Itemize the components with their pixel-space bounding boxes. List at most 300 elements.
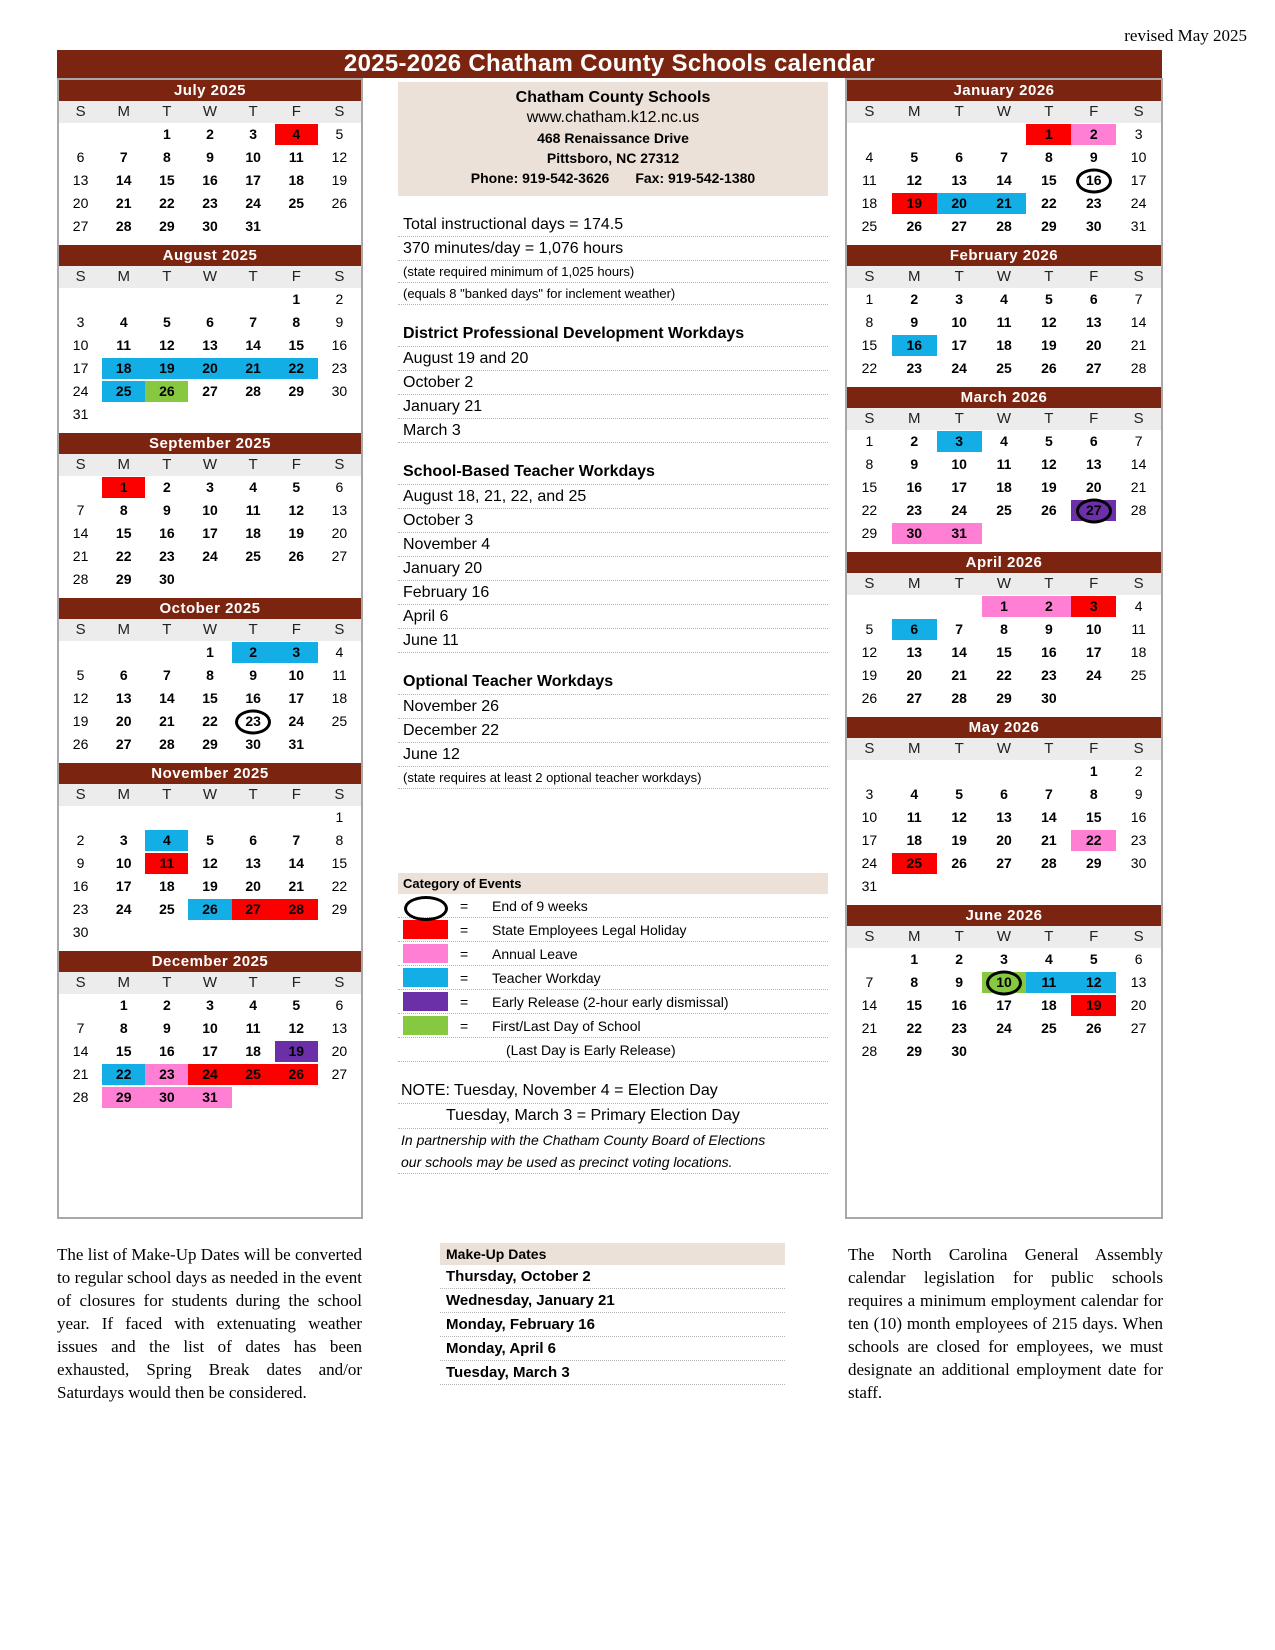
day-cell-8 (847, 453, 892, 476)
day-cell-empty (982, 1040, 1027, 1063)
day-cell-10 (937, 311, 982, 334)
day-cell-30 (232, 733, 275, 756)
week-row (847, 453, 1161, 476)
day-number: 26 (288, 1066, 305, 1082)
day-cell-28 (102, 215, 145, 238)
day-number: 15 (996, 644, 1012, 660)
day-cell-31 (188, 1086, 231, 1109)
day-cell-12 (59, 687, 102, 710)
month-spacer (847, 1063, 1161, 1070)
day-cell-16 (318, 334, 361, 357)
makeup-date-item: Monday, April 6 (440, 1337, 785, 1361)
color-swatch-blue (403, 968, 448, 987)
day-of-week-header (59, 784, 361, 806)
day-cell-14 (847, 994, 892, 1017)
day-number: 13 (996, 809, 1012, 825)
day-number: 23 (906, 360, 923, 376)
day-cell-14 (937, 641, 982, 664)
day-cell-empty (275, 921, 318, 944)
day-number: 30 (1041, 690, 1057, 706)
week-row (847, 852, 1161, 875)
day-cell-19 (275, 522, 318, 545)
month-july-2025 (59, 80, 361, 245)
dow-0: S (75, 456, 86, 473)
week-row (847, 829, 1161, 852)
day-number: 3 (249, 126, 258, 142)
week-row (847, 430, 1161, 453)
day-cell-23 (1026, 664, 1071, 687)
day-cell-23 (188, 192, 231, 215)
day-number: 2 (910, 433, 919, 449)
day-cell-18 (1026, 994, 1071, 1017)
day-number: 4 (249, 479, 258, 495)
day-number: 12 (331, 149, 348, 165)
dow-0: S (75, 268, 86, 285)
month-february-2026 (847, 245, 1161, 387)
day-cell-6 (318, 994, 361, 1017)
day-cell-empty (318, 215, 361, 238)
dow-5: F (291, 456, 301, 473)
day-number: 24 (288, 713, 305, 729)
day-cell-9 (1026, 618, 1071, 641)
day-cell-8 (275, 311, 318, 334)
day-cell-24 (937, 499, 982, 522)
day-number: 25 (861, 218, 878, 234)
week-row (59, 169, 361, 192)
day-cell-4 (982, 288, 1027, 311)
day-number: 11 (906, 809, 922, 825)
week-row (847, 783, 1161, 806)
day-cell-17 (275, 687, 318, 710)
day-cell-30 (145, 1086, 188, 1109)
dow-2: T (954, 410, 964, 427)
month-spacer (59, 238, 361, 245)
day-cell-6 (232, 829, 275, 852)
day-number: 9 (955, 974, 964, 990)
month-spacer (59, 1109, 361, 1116)
day-cell-22 (1026, 192, 1071, 215)
week-row (59, 499, 361, 522)
day-number: 30 (72, 924, 89, 940)
day-number: 6 (119, 667, 128, 683)
day-number: 4 (910, 786, 919, 802)
dow-3: W (202, 974, 218, 991)
month-title: September 2025 (59, 433, 361, 454)
day-number: 20 (245, 878, 261, 894)
dow-3: W (996, 103, 1012, 120)
day-number: 17 (202, 1043, 218, 1059)
day-number: 23 (906, 502, 923, 518)
week-row (59, 829, 361, 852)
day-number: 12 (288, 1020, 305, 1036)
district-website[interactable]: www.chatham.k12.nc.us (526, 109, 700, 126)
day-number: 6 (1089, 433, 1098, 449)
school-based-item: November 4 (398, 533, 828, 557)
month-spacer (59, 944, 361, 951)
optional-workdays-heading: Optional Teacher Workdays (398, 670, 828, 695)
color-swatch-red (403, 920, 448, 939)
day-number: 29 (1041, 218, 1057, 234)
month-title: April 2026 (847, 552, 1161, 573)
day-number: 29 (115, 1089, 132, 1105)
day-cell-empty (102, 288, 145, 311)
day-number: 3 (1000, 951, 1008, 967)
day-cell-2 (59, 829, 102, 852)
week-row (847, 1017, 1161, 1040)
day-cell-3 (982, 948, 1027, 971)
day-cell-1 (102, 476, 145, 499)
day-cell-empty (188, 568, 231, 591)
day-number: 2 (955, 951, 964, 967)
day-number: 5 (1044, 433, 1053, 449)
day-cell-13 (1071, 453, 1116, 476)
day-number: 29 (331, 901, 348, 917)
day-number: 8 (1044, 149, 1053, 165)
day-cell-23 (59, 898, 102, 921)
day-number: 13 (245, 855, 261, 871)
week-row (59, 875, 361, 898)
day-cell-empty (59, 476, 102, 499)
stat-minutes-per-day: 370 minutes/day = 1,076 hours (398, 237, 828, 261)
week-row (847, 311, 1161, 334)
day-number: 25 (159, 901, 175, 917)
day-number: 6 (335, 997, 344, 1013)
week-row (59, 687, 361, 710)
day-cell-21 (145, 710, 188, 733)
day-number: 9 (162, 502, 171, 518)
note-partnership-line2: our schools may be used as precinct voting locations. (398, 1151, 828, 1174)
day-cell-16 (937, 994, 982, 1017)
day-cell-14 (982, 169, 1027, 192)
day-number: 7 (1134, 433, 1143, 449)
day-cell-24 (982, 1017, 1027, 1040)
day-cell-8 (145, 146, 188, 169)
day-number: 23 (1085, 195, 1102, 211)
dow-3: W (202, 786, 218, 803)
day-number: 12 (202, 855, 218, 871)
day-cell-empty (232, 1086, 275, 1109)
day-cell-25 (982, 499, 1027, 522)
day-cell-empty (982, 522, 1027, 545)
optional-workdays-footnote: (state requires at least 2 optional teacher workdays) (398, 767, 828, 789)
day-cell-2 (318, 288, 361, 311)
day-number: 2 (335, 291, 344, 307)
day-cell-2 (188, 123, 231, 146)
day-number: 8 (865, 314, 874, 330)
day-cell-21 (59, 1063, 102, 1086)
day-number: 16 (906, 479, 923, 495)
day-number: 12 (159, 337, 175, 353)
day-number: 4 (865, 149, 874, 165)
day-number: 2 (162, 479, 171, 495)
dow-0: S (864, 740, 875, 757)
day-cell-18 (982, 334, 1027, 357)
week-row (847, 357, 1161, 380)
dow-5: F (1089, 928, 1099, 945)
month-spacer (847, 380, 1161, 387)
day-cell-15 (102, 522, 145, 545)
day-number: 13 (1085, 314, 1102, 330)
day-cell-10 (847, 806, 892, 829)
day-cell-29 (892, 1040, 937, 1063)
day-cell-25 (892, 852, 937, 875)
day-number: 24 (115, 901, 132, 917)
month-may-2026 (847, 717, 1161, 905)
spacer (398, 305, 828, 322)
day-cell-5 (892, 146, 937, 169)
day-number: 25 (331, 713, 348, 729)
school-based-item: April 6 (398, 605, 828, 629)
legend-title: Category of Events (398, 873, 828, 894)
day-cell-23 (892, 499, 937, 522)
week-row (59, 123, 361, 146)
dow-4: T (248, 786, 258, 803)
day-highlight-green (982, 972, 1027, 993)
day-number: 28 (996, 218, 1012, 234)
day-cell-18 (275, 169, 318, 192)
day-cell-7 (1116, 430, 1161, 453)
dow-1: M (117, 621, 130, 638)
day-cell-22 (275, 357, 318, 380)
day-number: 29 (996, 690, 1012, 706)
day-number: 13 (72, 172, 89, 188)
day-number: 4 (1134, 598, 1143, 614)
day-number: 13 (906, 644, 923, 660)
day-cell-24 (937, 357, 982, 380)
day-number: 25 (115, 383, 132, 399)
month-title: June 2026 (847, 905, 1161, 926)
day-cell-14 (1026, 806, 1071, 829)
day-cell-25 (275, 192, 318, 215)
week-row (847, 1040, 1161, 1063)
day-cell-10 (102, 852, 145, 875)
day-cell-7 (232, 311, 275, 334)
day-cell-21 (102, 192, 145, 215)
day-cell-19 (318, 169, 361, 192)
day-number: 26 (288, 548, 305, 564)
day-number: 10 (861, 809, 878, 825)
stat-state-minimum: (state required minimum of 1,025 hours) (398, 261, 828, 283)
day-number: 8 (1089, 786, 1098, 802)
month-spacer (847, 710, 1161, 717)
day-cell-30 (145, 568, 188, 591)
day-number: 12 (288, 502, 305, 518)
day-cell-empty (232, 403, 275, 426)
dow-5: F (1089, 103, 1099, 120)
day-cell-9 (892, 311, 937, 334)
dow-2: T (162, 103, 172, 120)
day-number: 18 (288, 172, 305, 188)
dow-6: S (334, 268, 345, 285)
day-cell-empty (275, 403, 318, 426)
day-cell-4 (892, 783, 937, 806)
day-number: 7 (162, 667, 171, 683)
day-cell-empty (937, 595, 982, 618)
day-number: 1 (865, 291, 874, 307)
day-cell-18 (145, 875, 188, 898)
day-number: 11 (245, 502, 261, 518)
day-cell-22 (318, 875, 361, 898)
day-cell-empty (892, 760, 937, 783)
day-cell-26 (892, 215, 937, 238)
day-cell-25 (102, 380, 145, 403)
day-number: 12 (1041, 456, 1057, 472)
day-number: 26 (1041, 360, 1057, 376)
day-number: 25 (288, 195, 305, 211)
day-cell-11 (145, 852, 188, 875)
center-column (398, 82, 828, 1174)
makeup-dates-box (440, 1243, 785, 1385)
day-cell-27 (188, 380, 231, 403)
day-cell-5 (318, 123, 361, 146)
day-number: 17 (996, 997, 1012, 1013)
day-cell-28 (59, 568, 102, 591)
district-name: Chatham County Schools (515, 89, 711, 106)
day-number: 23 (1130, 832, 1147, 848)
day-cell-23 (232, 710, 275, 733)
day-cell-9 (145, 1017, 188, 1040)
day-number: 27 (331, 1066, 348, 1082)
day-cell-empty (937, 123, 982, 146)
day-cell-28 (937, 687, 982, 710)
day-cell-3 (847, 783, 892, 806)
day-number: 14 (288, 855, 305, 871)
day-number: 19 (951, 832, 967, 848)
dow-6: S (1133, 103, 1144, 120)
dow-5: F (1089, 410, 1099, 427)
day-number: 19 (906, 195, 923, 211)
day-cell-7 (59, 1017, 102, 1040)
day-cell-empty (102, 403, 145, 426)
day-number: 23 (331, 360, 348, 376)
day-number: 17 (72, 360, 89, 376)
dow-1: M (117, 974, 130, 991)
day-cell-4 (982, 430, 1027, 453)
day-number: 20 (202, 360, 218, 376)
week-row (59, 146, 361, 169)
day-cell-26 (59, 733, 102, 756)
day-number: 28 (245, 383, 261, 399)
day-cell-28 (847, 1040, 892, 1063)
day-number: 22 (906, 1020, 923, 1036)
day-cell-1 (847, 288, 892, 311)
legend-row-legal-holiday (398, 918, 828, 942)
week-row (847, 522, 1161, 545)
day-cell-5 (275, 476, 318, 499)
day-number: 16 (1130, 809, 1147, 825)
day-number: 11 (1131, 621, 1146, 637)
day-cell-empty (59, 994, 102, 1017)
day-number: 20 (115, 713, 132, 729)
day-cell-16 (892, 334, 937, 357)
day-number: 10 (951, 314, 967, 330)
day-cell-4 (232, 994, 275, 1017)
day-number: 4 (249, 997, 258, 1013)
spacer (398, 789, 828, 831)
day-number: 19 (1041, 337, 1057, 353)
day-cell-17 (188, 522, 231, 545)
day-number: 26 (861, 690, 878, 706)
day-cell-5 (145, 311, 188, 334)
day-number: 17 (951, 337, 967, 353)
day-number: 4 (1000, 291, 1008, 307)
day-number: 29 (906, 1043, 923, 1059)
day-number: 18 (331, 690, 348, 706)
day-cell-12 (892, 169, 937, 192)
day-cell-17 (937, 476, 982, 499)
day-cell-26 (847, 687, 892, 710)
dow-5: F (1089, 740, 1099, 757)
day-cell-empty (1116, 687, 1161, 710)
dow-2: T (162, 268, 172, 285)
day-number: 3 (955, 291, 964, 307)
day-number: 20 (951, 195, 967, 211)
day-number: 5 (335, 126, 344, 142)
day-number: 21 (951, 667, 967, 683)
day-cell-12 (188, 852, 231, 875)
day-number: 11 (862, 172, 877, 188)
day-cell-20 (188, 357, 231, 380)
dow-0: S (75, 786, 86, 803)
day-cell-empty (847, 595, 892, 618)
day-number: 9 (249, 667, 258, 683)
day-number: 24 (951, 502, 967, 518)
week-row (59, 733, 361, 756)
day-cell-9 (1116, 783, 1161, 806)
day-cell-24 (188, 1063, 231, 1086)
day-number: 17 (202, 525, 218, 541)
day-number: 17 (951, 479, 967, 495)
day-cell-13 (318, 1017, 361, 1040)
day-cell-14 (1116, 311, 1161, 334)
dow-6: S (334, 103, 345, 120)
day-number: 18 (159, 878, 175, 894)
day-cell-empty (232, 806, 275, 829)
day-cell-empty (982, 875, 1027, 898)
dow-4: T (248, 103, 258, 120)
day-number: 15 (906, 997, 923, 1013)
makeup-date-item: Wednesday, January 21 (440, 1289, 785, 1313)
day-cell-empty (982, 123, 1027, 146)
day-number: 3 (206, 479, 214, 495)
day-number: 18 (1041, 997, 1057, 1013)
day-number: 2 (1089, 126, 1098, 142)
day-cell-28 (275, 898, 318, 921)
day-cell-27 (59, 215, 102, 238)
day-cell-10 (1071, 618, 1116, 641)
dow-4: T (248, 268, 258, 285)
day-number: 24 (996, 1020, 1012, 1036)
day-number: 28 (72, 1089, 89, 1105)
day-number: 11 (996, 314, 1012, 330)
day-number: 6 (76, 149, 85, 165)
day-number: 3 (1089, 598, 1098, 614)
day-cell-29 (847, 522, 892, 545)
week-row (847, 499, 1161, 522)
day-number: 6 (1000, 786, 1008, 802)
day-number: 5 (292, 479, 301, 495)
day-of-week-header (59, 972, 361, 994)
day-cell-12 (937, 806, 982, 829)
day-cell-11 (232, 1017, 275, 1040)
color-swatch-purple (403, 992, 448, 1011)
dow-1: M (908, 410, 921, 427)
dow-3: W (996, 410, 1012, 427)
day-cell-1 (318, 806, 361, 829)
day-number: 11 (996, 456, 1012, 472)
day-cell-14 (145, 687, 188, 710)
day-number: 4 (119, 314, 128, 330)
